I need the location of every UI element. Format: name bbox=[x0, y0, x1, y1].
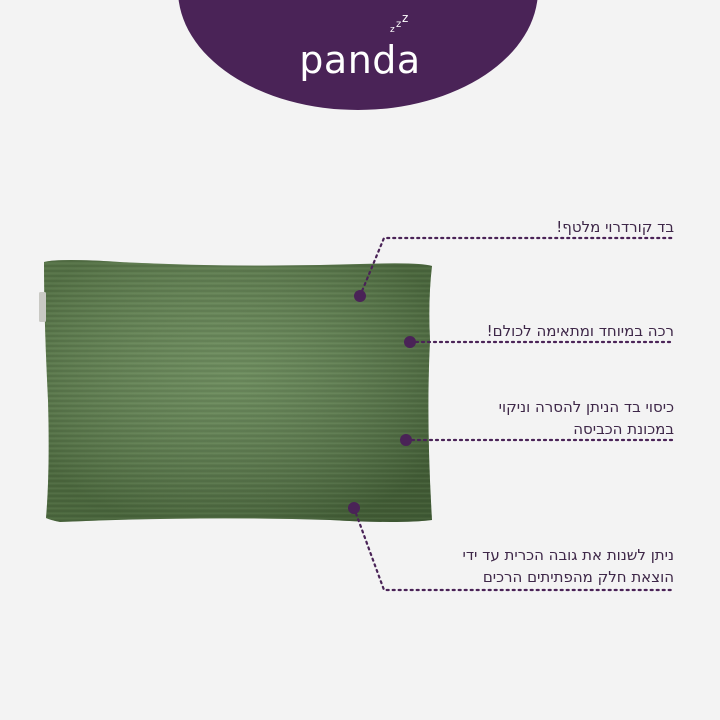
feature-label-3: כיסוי בד הניתן להסרה וניקוי במכונת הכביסה bbox=[498, 398, 674, 438]
product-infographic: z z z panda בד קורדרוי מלטף! רכה במיוחד ומתאימה לכולם! כיסוי בד הניתן להסרה וניקוי במכונת הכביסה ניתן לשנות את גובה הכרית עד ידי הוצאת חלק מהפתיתים הרכים bbox=[0, 0, 720, 720]
callout-dot-2 bbox=[404, 336, 416, 348]
feature-label-2: רכה במיוחד ומתאימה לכולם! bbox=[486, 322, 674, 340]
pillow-tag bbox=[39, 292, 46, 322]
callout-dot-4 bbox=[348, 502, 360, 514]
feature-label-4: ניתן לשנות את גובה הכרית עד ידי הוצאת חלק מהפתיתים הרכים bbox=[462, 546, 674, 586]
callout-dot-3 bbox=[400, 434, 412, 446]
callout-dot-1 bbox=[354, 290, 366, 302]
feature-label-1: בד קורדרוי מלטף! bbox=[556, 218, 674, 236]
panda-logo: panda bbox=[299, 38, 421, 82]
